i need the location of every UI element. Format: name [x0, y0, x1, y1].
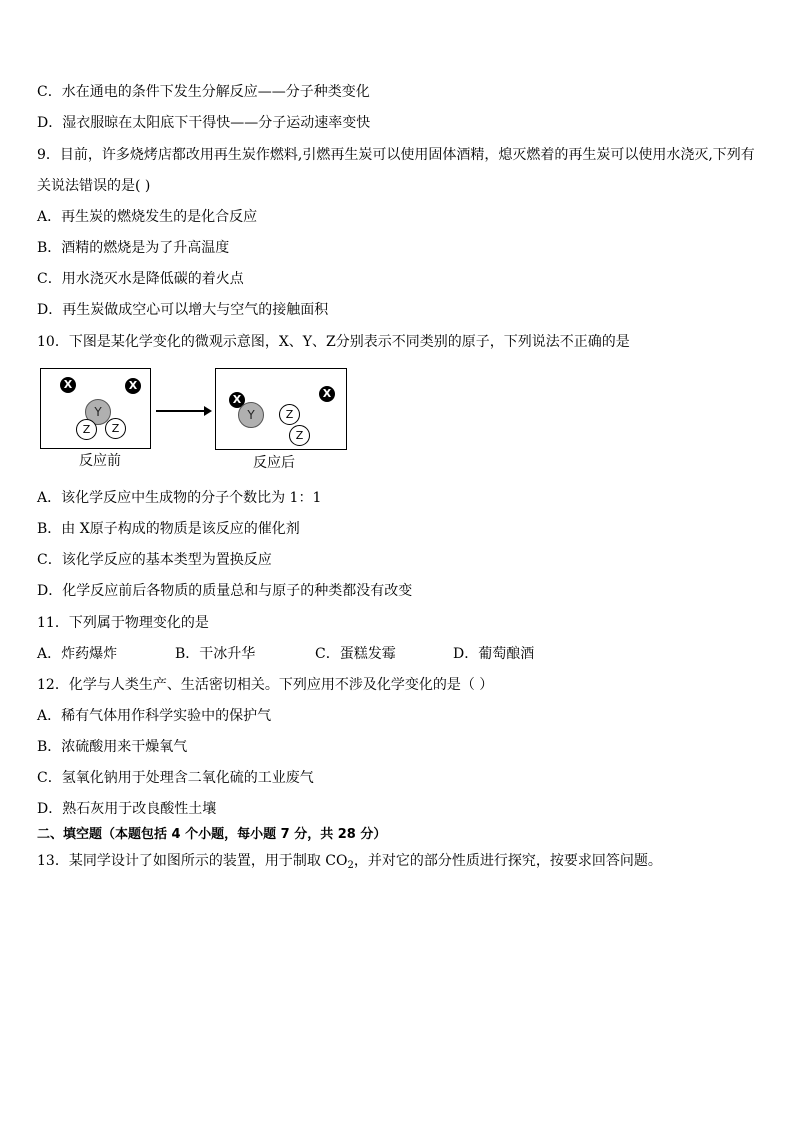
- question-10-option-d: D．化学反应前后各物质的质量总和与原子的种类都没有改变: [37, 583, 413, 599]
- question-9-stem-line2: 关说法错误的是( ): [37, 178, 151, 194]
- question-8-option-d: D．湿衣服晾在太阳底下干得快——分子运动速率变快: [37, 115, 371, 131]
- atom-x: X: [125, 378, 141, 394]
- atom-z: Z: [76, 419, 97, 440]
- atom-z: Z: [279, 404, 300, 425]
- reaction-arrow-head: [204, 406, 212, 416]
- co2-subscript: 2: [347, 860, 354, 871]
- after-reaction-caption: 反应后: [253, 455, 295, 471]
- question-10-stem: 10．下图是某化学变化的微观示意图，X、Y、Z分别表示不同类别的原子，下列说法不正确的是: [37, 334, 630, 350]
- question-12-option-a: A．稀有气体用作科学实验中的保护气: [37, 708, 272, 724]
- question-9-stem-line1: 9．目前，许多烧烤店都改用再生炭作燃料,引燃再生炭可以使用固体酒精，熄灭燃着的再生炭可以使用水浇灭,下列有: [37, 147, 755, 163]
- question-11-stem: 11．下列属于物理变化的是: [37, 615, 209, 631]
- question-9-option-a: A．再生炭的燃烧发生的是化合反应: [37, 209, 258, 225]
- before-reaction-caption: 反应前: [79, 453, 121, 469]
- question-13-text: 13．某同学设计了如图所示的装置，用于制取 CO: [37, 853, 348, 869]
- atom-y: Y: [85, 399, 111, 425]
- atom-z: Z: [105, 418, 126, 439]
- question-13-text-end: ，并对它的部分性质进行探究，按要求回答问题。: [353, 853, 662, 869]
- question-10-option-b: B．由 X原子构成的物质是该反应的催化剂: [37, 521, 300, 537]
- question-12-stem: 12．化学与人类生产、生活密切相关。下列应用不涉及化学变化的是（ ）: [37, 677, 494, 693]
- question-9-option-d: D．再生炭做成空心可以增大与空气的接触面积: [37, 302, 329, 318]
- question-11-option-d: D．葡萄酿酒: [453, 646, 535, 662]
- reaction-arrow: [156, 410, 210, 412]
- section-heading: 二、填空题（本题包括 4 个小题，每小题 7 分，共 28 分）: [37, 827, 387, 842]
- question-11-options: [37, 645, 597, 663]
- question-13-stem: [37, 852, 662, 875]
- question-12-option-d: D．熟石灰用于改良酸性土壤: [37, 801, 217, 817]
- atom-x: X: [60, 377, 76, 393]
- question-11-option-b: B．干冰升华: [175, 646, 256, 662]
- question-12-option-c: C．氢氧化钠用于处理含二氧化硫的工业废气: [37, 770, 314, 786]
- question-10-option-a: A．该化学反应中生成物的分子个数比为 1：1: [37, 490, 322, 506]
- atom-z: Z: [289, 425, 310, 446]
- atom-x: X: [229, 392, 245, 408]
- question-9-option-c: C．用水浇灭水是降低碳的着火点: [37, 271, 244, 287]
- question-9-option-b: B．酒精的燃烧是为了升高温度: [37, 240, 230, 256]
- question-10-option-c: C．该化学反应的基本类型为置换反应: [37, 552, 272, 568]
- after-reaction-box: [215, 368, 347, 450]
- question-11-option-c: C．蛋糕发霉: [315, 646, 396, 662]
- atom-y: Y: [238, 402, 264, 428]
- atom-x: X: [319, 386, 335, 402]
- question-12-option-b: B．浓硫酸用来干燥氧气: [37, 739, 188, 755]
- question-11-option-a: A．炸药爆炸: [37, 646, 118, 662]
- before-reaction-box: [40, 368, 151, 449]
- question-8-option-c: C．水在通电的条件下发生分解反应——分子种类变化: [37, 84, 370, 100]
